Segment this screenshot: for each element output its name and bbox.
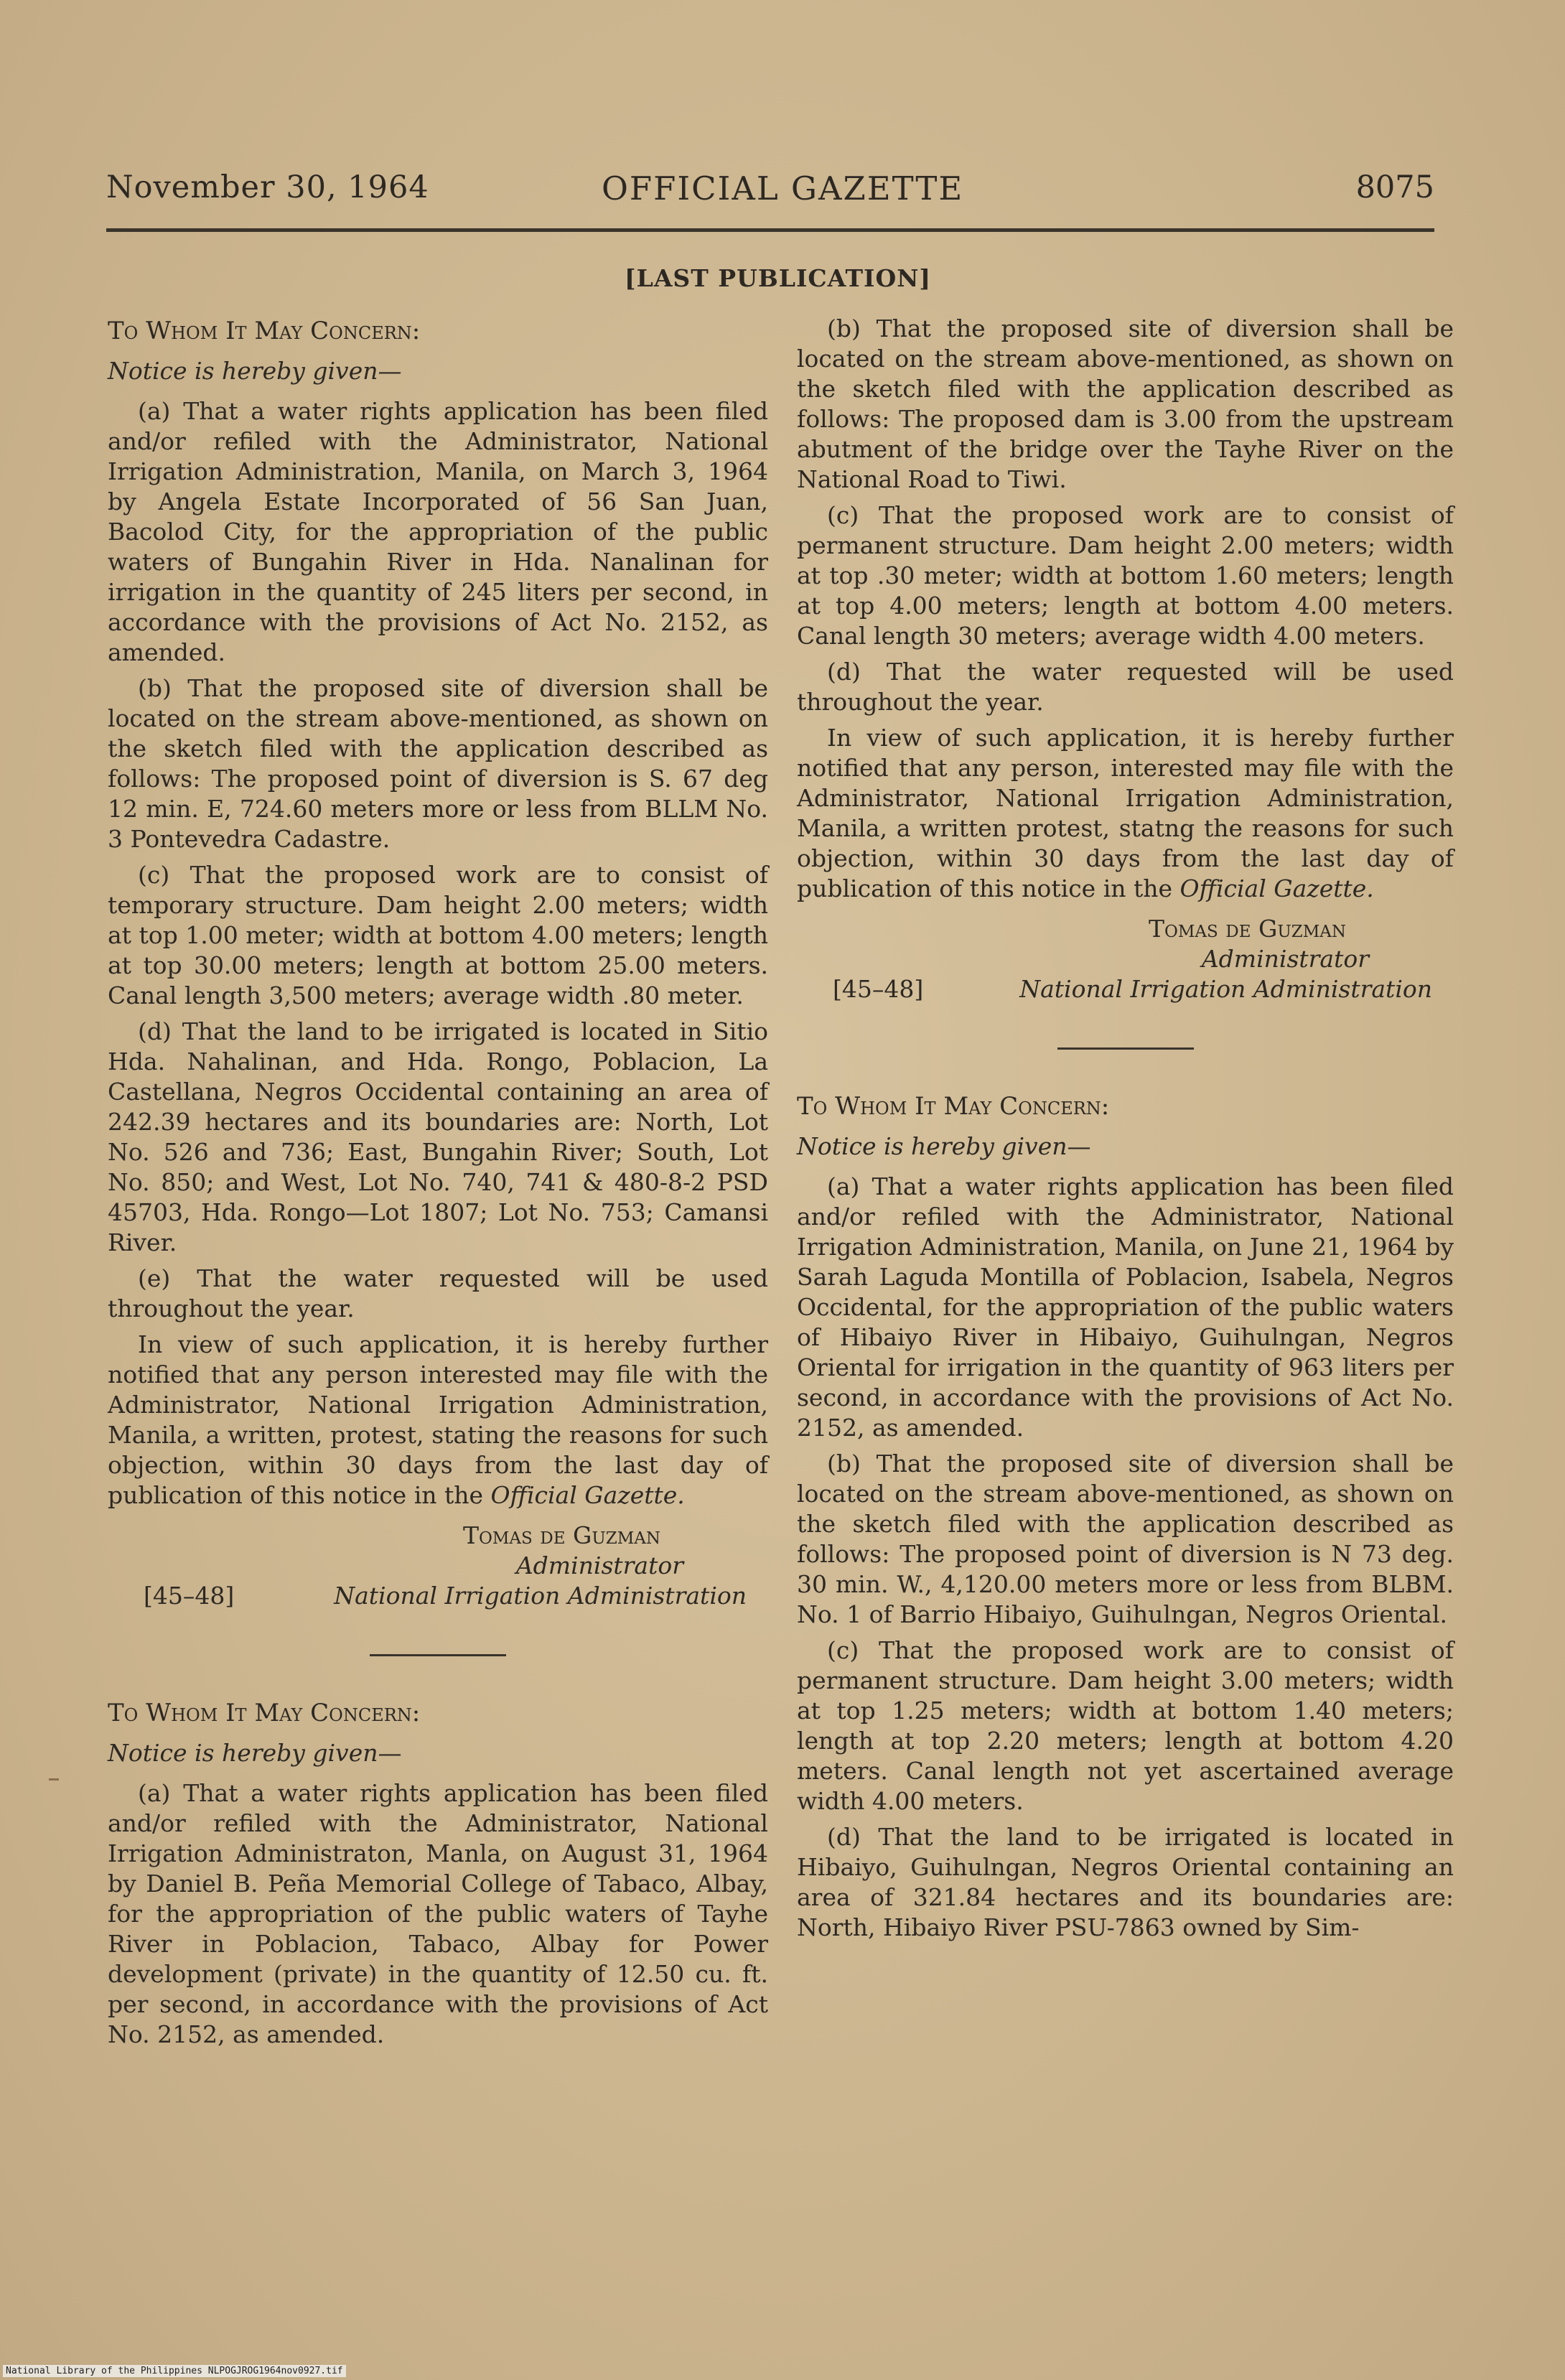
notice-1-ref: [45–48] [144, 1582, 235, 1610]
notice-1-closing [108, 1330, 768, 1511]
notice-2-closing [797, 723, 1454, 904]
header-rule [106, 228, 1434, 232]
notice-1-para-b: (b) That the proposed site of diversion shall be located on the stream above-mentioned, as shown on the sketch filed with the application described as follows: The proposed point of diversion is S. 67 deg 12 min. E, 724.60 meters more or less from BLLM No. 3 Pontevedra Cadastre. [108, 674, 768, 853]
right-column [797, 314, 1454, 1949]
notice-1-gazette-ref: Official Gazette. [490, 1481, 685, 1509]
notice-2-closing-text: In view of such application, it is hereby further notified that any person, interested may file with the Administrator, National Irrigation Administration, Manila, a written protest, statng the reasons for such objection, within 30 days from the last day of publication of this notice in the [797, 724, 1454, 902]
notice-1-closing-text: In view of such application, it is hereby further notified that any person interested may file with the Administrator, National Irrigation Administration, Manila, a written, protest, stating the reasons for such objection, within 30 days from the last day of publication of this notice in the [108, 1330, 768, 1509]
notice-2-signature-line [797, 974, 1454, 1004]
issue-date: November 30, 1964 [106, 169, 429, 205]
left-column [108, 316, 768, 2055]
notice-1-signature-line [108, 1581, 768, 1611]
section-divider [1057, 1047, 1194, 1050]
notice-3-given: Notice is hereby given— [797, 1132, 1091, 1160]
notice-1-para-e: (e) That the water requested will be used throughout the year. [108, 1264, 768, 1322]
notice-2-ref: [45–48] [833, 975, 924, 1003]
notice-2-para-c: (c) That the proposed work are to consist of permanent structure. Dam height 2.00 meters; width at top .30 meter; width at bottom 1.60 meters; length at top 4.00 meters; length at bottom 4.00 meters. Canal length 30 meters; average width 4.00 meters. [797, 501, 1454, 650]
page-number: 8075 [1355, 169, 1434, 205]
notice-2-para-d: (d) That the water requested will be used throughout the year. [797, 658, 1454, 716]
notice-1-signer: Tomas de Guzman [462, 1521, 660, 1549]
notice-2-para-a-text: (a) That a water rights application has been filed and/or refiled with the Administrator, National Irrigation Administraton, Manla, on August 31, 1964 by Daniel B. Peña Memorial College of Tabaco, Albay, for the appropriation of the public waters of Tayhe River in Poblacion, Tabaco, Albay for Power development (private) in the quantity of 12.50 cu. ft. per second, in accordance with the provisions of Act No. 2152, as amended. [108, 1779, 768, 2048]
notice-2-gazette-ref: Official Gazette. [1179, 874, 1374, 902]
notice-3-para-a: (a) That a water rights application has been filed and/or refiled with the Administrator, National Irrigation Administration, Manila, on June 21, 1964 by Sarah Laguda Montilla of Poblacion, Isabela, Negros Occidental, for the appropriation of the public waters of Hibaiyo River in Hibaiyo, Guihulngan, Negros Oriental for irrigation in the quantity of 963 liters per second, in accordance with the provisions of Act No. 2152, as amended. [797, 1172, 1454, 1442]
notice-2-para-b: (b) That the proposed site of diversion shall be located on the stream above-mentioned, as shown on the sketch filed with the application described as follows: The proposed dam is 3.00 from the upstream abutment of the bridge over the Tayhe River on the National Road to Tiwi. [797, 314, 1454, 493]
notice-2-heading: To Whom It May Concern: [108, 1699, 421, 1727]
notice-3-para-b: (b) That the proposed site of diversion shall be located on the stream above-mentioned, as shown on the sketch filed with the application described as follows: The proposed point of diversion is N 73 deg. 30 min. W., 4,120.00 meters more or less from BLBM. No. 1 of Barrio Hibaiyo, Guihulngan, Negros Oriental. [797, 1450, 1454, 1628]
scan-footer: National Library of the Philippines NLPOGJROG1964nov0927.tif [3, 2365, 346, 2377]
publication-title: OFFICIAL GAZETTE [602, 169, 964, 207]
notice-1-para-d: (d) That the land to be irrigated is located in Sitio Hda. Nahalinan, and Hda. Rongo, Poblacion, La Castellana, Negros Occidental containing an area of 242.39 hectares and its boundaries are: North, Lot No. 526 and 736; East, Bungahin River; South, Lot No. 850; and West, Lot No. 740, 741 & 480-8-2 PSD 45703, Hda. Rongo—Lot 1807; Lot No. 753; Camansi River. [108, 1017, 768, 1256]
notice-2-agency: National Irrigation Administration [1019, 975, 1432, 1003]
notice-2-para-a [108, 1778, 768, 2050]
notice-1-signer-title: Administrator [515, 1551, 683, 1579]
notice-3-heading: To Whom It May Concern: [797, 1092, 1110, 1121]
page-header [106, 169, 1434, 227]
last-publication-label: [LAST PUBLICATION] [625, 264, 932, 292]
notice-3-para-c: (c) That the proposed work are to consist of permanent structure. Dam height 3.00 meters; width at top 1.25 meters; width at bottom 1.40 meters; length at top 2.20 meters; length at bottom 4.20 meters. Canal length not yet ascertained average width 4.00 meters. [797, 1636, 1454, 1815]
section-divider [370, 1654, 506, 1656]
margin-mark [49, 1778, 59, 1781]
notice-1-agency: National Irrigation Administration [334, 1582, 747, 1610]
notice-1-para-c: (c) That the proposed work are to consist of temporary structure. Dam height 2.00 meters; width at top 1.00 meter; width at bottom 4.00 meters; length at top 30.00 meters; length at bottom 25.00 meters. Canal length 3,500 meters; average width .80 meter. [108, 861, 768, 1009]
notice-1-given: Notice is hereby given— [108, 357, 402, 385]
notice-1-para-a: (a) That a water rights application has been filed and/or refiled with the Administrator, National Irrigation Administration, Manila, on March 3, 1964 by Angela Estate Incorporated of 56 San Juan, Bacolod City, for the appropriation of the public waters of Bungahin River in Hda. Nanalinan for irrigation in the quantity of 245 liters per second, in accordance with the provisions of Act No. 2152, as amended. [108, 397, 768, 666]
notice-2-given: Notice is hereby given— [108, 1739, 402, 1767]
notice-1-heading: To Whom It May Concern: [108, 317, 421, 345]
notice-2-signer-title: Administrator [1201, 945, 1369, 973]
notice-2-signer: Tomas de Guzman [1148, 915, 1346, 943]
notice-3-para-d: (d) That the land to be irrigated is located in Hibaiyo, Guihulngan, Negros Oriental containing an area of 321.84 hectares and its boundaries are: North, Hibaiyo River PSU-7863 owned by Sim- [797, 1823, 1454, 1941]
